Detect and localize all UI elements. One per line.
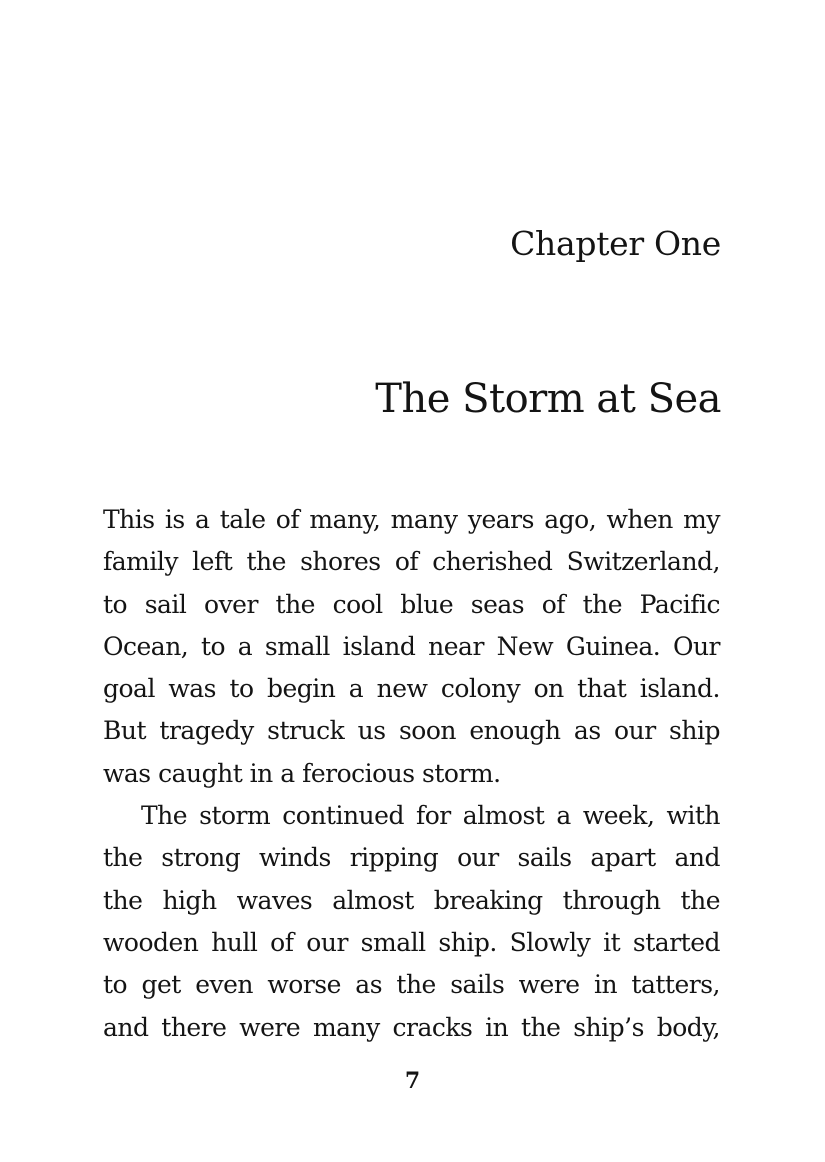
paragraph-2: [103, 795, 720, 1049]
text-line: goal was to begin a new colony on that island.: [103, 674, 720, 704]
text-line: was caught in a ferocious storm.: [103, 758, 501, 788]
text-line: the high waves almost breaking through the: [103, 885, 720, 915]
page-number: 7: [404, 1068, 421, 1094]
text-line: the strong winds ripping our sails apart and: [103, 843, 720, 873]
chapter-label: Chapter One: [510, 224, 721, 263]
body-text: [103, 499, 720, 1049]
chapter-title: The Storm at Sea: [375, 376, 721, 422]
paragraph-1: [103, 499, 720, 795]
text-line: wooden hull of our small ship. Slowly it started: [103, 927, 720, 957]
text-line: and there were many cracks in the ship’s body,: [103, 1012, 720, 1042]
text-line: This is a tale of many, many years ago, when my: [103, 505, 720, 534]
text-line: But tragedy struck us soon enough as our ship: [103, 716, 720, 746]
text-line: family left the shores of cherished Switzerland,: [103, 547, 720, 577]
text-line: Ocean, to a small island near New Guinea. Our: [103, 631, 720, 661]
text-line: The storm continued for almost a week, with: [141, 801, 720, 831]
text-line: to sail over the cool blue seas of the Pacific: [103, 589, 720, 619]
text-line: to get even worse as the sails were in tatters,: [103, 970, 720, 1000]
